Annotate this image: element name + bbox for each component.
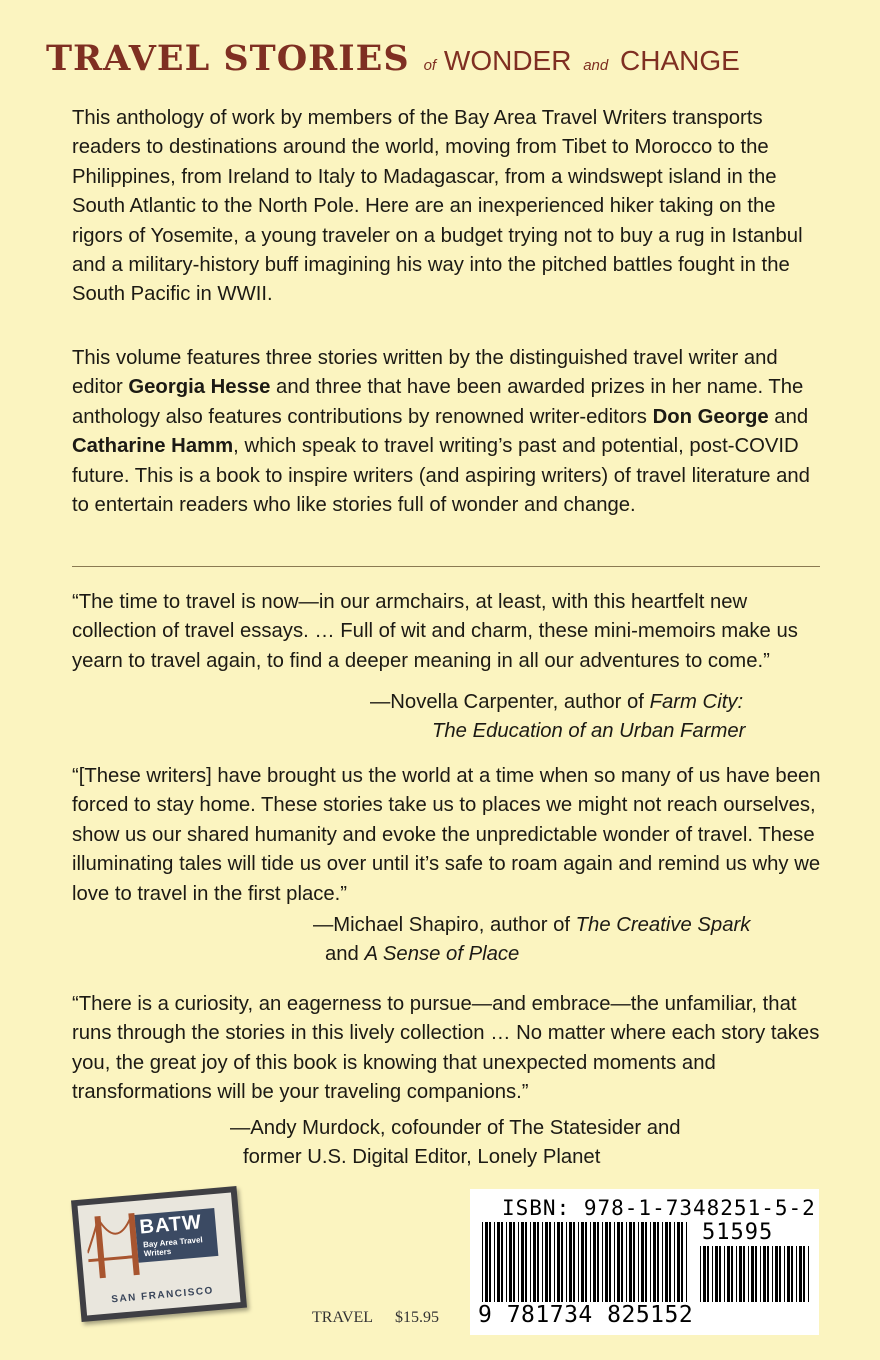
barcode-bar bbox=[581, 1222, 584, 1302]
blurb-paragraph-2: This volume features three stories written by the distinguished travel writer and editor Georgia Hesse and three that have been awarded prizes in her name. The anthology also features contributions by renowned writer-editors Don George and Catharine Hamm, which speak to travel writing’s past and potential, post-COVID future. This is a book to inspire writers (and aspiring writers) of travel literature and to entertain readers who like stories full of wonder and change. bbox=[72, 347, 810, 517]
barcode-bar bbox=[537, 1222, 539, 1302]
barcode-bar bbox=[569, 1222, 572, 1302]
review-quote-1: “The time to travel is now—in our armchairs, at least, with this heartfelt new collection of travel essays. … Full of wit and charm, these mini-memoirs make us yearn to travel again, to find a deeper meaning in all our adventures to come.” bbox=[72, 591, 798, 672]
barcode-bar bbox=[593, 1222, 596, 1302]
author-name: Don George bbox=[652, 405, 769, 428]
review-attribution-3-line-2: former U.S. Digital Editor, Lonely Planet bbox=[243, 1146, 601, 1168]
barcode-bar bbox=[521, 1222, 524, 1302]
barcode-bar bbox=[489, 1222, 491, 1302]
barcode-bar bbox=[525, 1222, 527, 1302]
review-attribution-2: —Michael Shapiro, author of The Creative Spark bbox=[313, 914, 751, 936]
barcode-bar bbox=[669, 1222, 671, 1302]
barcode-bar bbox=[494, 1222, 495, 1302]
price-label: TRAVEL $15.95 bbox=[312, 1309, 440, 1326]
barcode-bar bbox=[482, 1222, 483, 1302]
barcode-bar bbox=[590, 1222, 591, 1302]
review-attribution-1: —Novella Carpenter, author of Farm City: bbox=[370, 691, 744, 713]
barcode-bar bbox=[657, 1222, 659, 1302]
barcode-bar bbox=[645, 1222, 647, 1302]
blurb-paragraph-1: This anthology of work by members of the Bay Area Travel Writers transports readers to destinations around the world, moving from Tibet to Morocco to the Philippines, from Ireland to Italy to Madagascar, from a windswept island in the South Atlantic to the North Pole. Here are an inexperienced hiker taking on the rigors of Yosemite, a young traveler on a budget trying not to buy a rug in Istanbul and a military-history buff imagining his way into the pitched battles fought in the South Pacific in WWII. bbox=[72, 107, 803, 306]
barcode-bar bbox=[739, 1246, 742, 1302]
barcode-bar bbox=[799, 1246, 802, 1302]
barcode-bar bbox=[506, 1222, 507, 1302]
review-attribution-2-line-2: and A Sense of Place bbox=[325, 943, 520, 965]
author-name: Georgia Hesse bbox=[128, 376, 271, 399]
barcode-bar bbox=[497, 1222, 500, 1302]
barcode-bar bbox=[602, 1222, 603, 1302]
barcode-bars bbox=[482, 1222, 692, 1302]
barcode-bar bbox=[751, 1246, 754, 1302]
barcode-bar bbox=[653, 1222, 656, 1302]
barcode-bar bbox=[509, 1222, 512, 1302]
barcode-bar bbox=[763, 1246, 766, 1302]
barcode-bar bbox=[614, 1222, 615, 1302]
barcode-bar bbox=[719, 1246, 721, 1302]
barcode-bar bbox=[775, 1246, 778, 1302]
barcode-bar bbox=[686, 1222, 687, 1302]
review-attribution-3: —Andy Murdock, cofounder of The Statesider and bbox=[230, 1117, 681, 1139]
barcode-bar bbox=[633, 1222, 635, 1302]
barcode-bar bbox=[518, 1222, 519, 1302]
barcode-bar bbox=[554, 1222, 555, 1302]
barcode-bar bbox=[755, 1246, 757, 1302]
barcode-bar bbox=[533, 1222, 536, 1302]
barcode-bar bbox=[760, 1246, 761, 1302]
barcode-bar bbox=[715, 1246, 718, 1302]
isbn-text: ISBN: 978-1-7348251-5-2 bbox=[502, 1196, 816, 1220]
barcode-bar bbox=[621, 1222, 623, 1302]
barcode-bar bbox=[578, 1222, 579, 1302]
barcode-bar bbox=[712, 1246, 713, 1302]
barcode-bar bbox=[501, 1222, 503, 1302]
batw-stamp-logo bbox=[71, 1186, 247, 1322]
barcode-bar bbox=[784, 1246, 785, 1302]
barcode-bar bbox=[641, 1222, 644, 1302]
divider bbox=[72, 566, 820, 567]
barcode-bar bbox=[557, 1222, 560, 1302]
barcode-bar bbox=[791, 1246, 793, 1302]
title-main: TRAVEL STORIES bbox=[46, 38, 410, 79]
barcode-bar bbox=[638, 1222, 639, 1302]
barcode-bar bbox=[485, 1222, 488, 1302]
barcode-bar bbox=[674, 1222, 675, 1302]
author-name: Catharine Hamm bbox=[72, 435, 234, 458]
barcode-bar bbox=[700, 1246, 701, 1302]
barcode-bar bbox=[703, 1246, 706, 1302]
barcode-bar bbox=[665, 1222, 668, 1302]
barcode-bar bbox=[566, 1222, 567, 1302]
barcode-bar bbox=[743, 1246, 745, 1302]
barcode-bar bbox=[545, 1222, 548, 1302]
barcode-bar bbox=[629, 1222, 632, 1302]
barcode-bar bbox=[609, 1222, 611, 1302]
barcode-bar bbox=[617, 1222, 620, 1302]
barcode-bar bbox=[748, 1246, 749, 1302]
barcode-bar bbox=[707, 1246, 709, 1302]
price-addon-text: 51595 bbox=[702, 1220, 774, 1245]
ean-number: 9 781734 825152 bbox=[478, 1302, 694, 1328]
barcode-bar bbox=[597, 1222, 599, 1302]
stamp-letters: BATW bbox=[138, 1211, 203, 1239]
barcode-bar bbox=[561, 1222, 563, 1302]
barcode-bar bbox=[787, 1246, 790, 1302]
barcode-bar bbox=[677, 1222, 680, 1302]
stamp-org: Bay Area Travel Writers bbox=[142, 1235, 204, 1259]
book-title bbox=[46, 38, 740, 79]
barcode-bar bbox=[605, 1222, 608, 1302]
review-attribution-1-line-2: The Education of an Urban Farmer bbox=[432, 720, 746, 742]
barcode-bar bbox=[796, 1246, 797, 1302]
barcode-bar bbox=[724, 1246, 725, 1302]
barcode-bar bbox=[530, 1222, 531, 1302]
barcode-bar bbox=[767, 1246, 769, 1302]
barcode-bar bbox=[779, 1246, 781, 1302]
barcode-bar bbox=[650, 1222, 651, 1302]
barcode-bar bbox=[662, 1222, 663, 1302]
barcode-bar bbox=[626, 1222, 627, 1302]
barcode-bar bbox=[681, 1222, 683, 1302]
barcode-bar bbox=[549, 1222, 551, 1302]
barcode-bar bbox=[585, 1222, 587, 1302]
barcode-bar bbox=[736, 1246, 737, 1302]
barcode-bar bbox=[803, 1246, 805, 1302]
barcode-bar bbox=[542, 1222, 543, 1302]
review-quote-2: “[These writers] have brought us the world at a time when so many of us have been forced to stay home. These stories take us to places we might not reach ourselves, show us our shared humanity and evoke the unpredictable wonder of travel. These illuminating tales will tide us over until it’s safe to roam again and remind us why we love to travel in the first place.” bbox=[72, 765, 821, 905]
review-quote-3: “There is a curiosity, an eagerness to pursue—and embrace—the unfamiliar, that runs through the stories in this lively collection … No matter where each story takes you, the great joy of this book is knowing that unexpected moments and transformations will be your traveling companions.” bbox=[72, 993, 820, 1104]
barcode-bar bbox=[513, 1222, 515, 1302]
barcode-bar bbox=[573, 1222, 575, 1302]
addon-barcode-bars bbox=[700, 1246, 812, 1302]
barcode-bar bbox=[731, 1246, 733, 1302]
barcode-bar bbox=[808, 1246, 809, 1302]
barcode-bar bbox=[727, 1246, 730, 1302]
stamp-city: SAN FRANCISCO bbox=[110, 1285, 215, 1306]
title-subtitle: of WONDER and CHANGE bbox=[423, 45, 740, 76]
barcode-bar bbox=[772, 1246, 773, 1302]
